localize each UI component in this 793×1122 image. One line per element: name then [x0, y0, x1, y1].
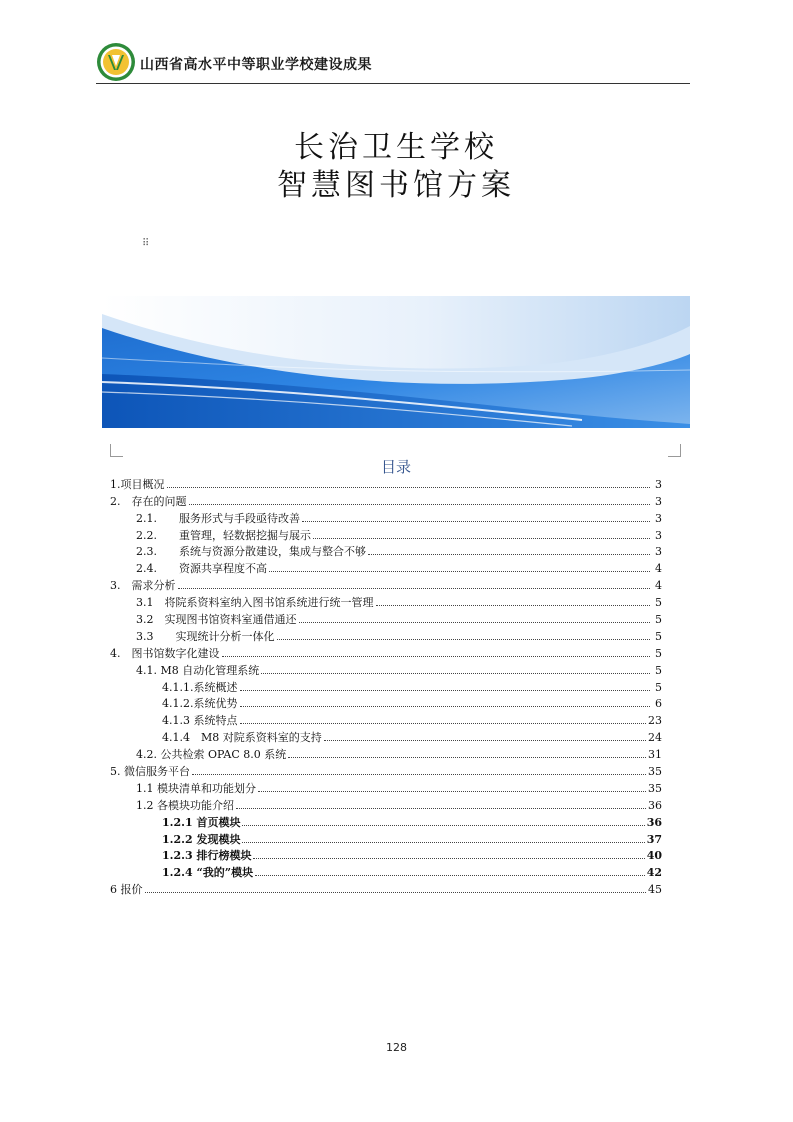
toc-entry[interactable]	[110, 829, 662, 846]
toc-entry-label: 2. 存在的问题	[110, 494, 187, 508]
toc-entry-page: 31	[648, 748, 662, 762]
toc-entry-page: 24	[648, 731, 662, 745]
toc-leader-dots	[368, 554, 650, 555]
toc-entry-label: 4.1.3 系统特点	[162, 714, 238, 728]
toc-leader-dots	[242, 842, 644, 843]
cover-title-line1: 长治卫生学校	[294, 130, 498, 165]
toc-heading: 目录	[380, 458, 411, 476]
toc-entry-page: 6	[655, 697, 662, 711]
toc-entry-label: 4.2. 公共检索 OPAC 8.0 系统	[136, 748, 287, 762]
toc-leader-dots	[240, 690, 651, 691]
toc-entry[interactable]	[110, 542, 662, 559]
page-header	[96, 42, 690, 84]
toc-entry-page: 5	[655, 646, 662, 660]
school-logo-icon	[96, 42, 136, 82]
toc-entry[interactable]	[110, 474, 662, 491]
toc-entry[interactable]	[110, 508, 662, 525]
toc-entry-label: 2.1. 服务形式与手段亟待改善	[136, 511, 300, 525]
toc-entry-page: 3	[655, 545, 662, 559]
toc-leader-dots	[242, 825, 644, 826]
toc-entry-label: 3.3 实现统计分析一体化	[136, 629, 275, 643]
toc-entry[interactable]	[110, 879, 662, 896]
toc-entry[interactable]	[110, 744, 662, 761]
toc-leader-dots	[240, 706, 651, 707]
toc-entry[interactable]	[110, 677, 662, 694]
toc-entry[interactable]	[110, 862, 662, 879]
toc-entry[interactable]	[110, 710, 662, 727]
toc-entry-page: 3	[655, 477, 662, 491]
toc-entry-label: 1.2.1 首页模块	[162, 815, 241, 829]
toc-entry[interactable]	[110, 812, 662, 829]
toc-entry-label: 4.1. M8 自动化管理系统	[136, 663, 260, 677]
toc-entry[interactable]	[110, 609, 662, 626]
toc-leader-dots	[253, 858, 644, 859]
toc-entry-label: 3.1 将院系资料室纳入图书馆系统进行统一管理	[136, 596, 374, 610]
toc-leader-dots	[269, 571, 650, 572]
toc-entry[interactable]	[110, 592, 662, 609]
toc-entry[interactable]	[110, 525, 662, 542]
toc-entry-page: 45	[648, 883, 662, 897]
toc-entry[interactable]	[110, 727, 662, 744]
toc-entry-page: 5	[655, 663, 662, 677]
toc-leader-dots	[288, 757, 646, 758]
toc-leader-dots	[240, 723, 647, 724]
toc-entry-page: 5	[655, 680, 662, 694]
toc-leader-dots	[189, 504, 651, 505]
toc-entry-page: 42	[646, 866, 662, 880]
toc-entry-label: 1.2 各模块功能介绍	[136, 798, 234, 812]
header-title: 山西省高水平中等职业学校建设成果	[140, 57, 372, 73]
toc-leader-dots	[277, 639, 651, 640]
toc-entry[interactable]	[110, 846, 662, 863]
toc-entry-page: 5	[655, 596, 662, 610]
toc-entry-page: 4	[655, 562, 662, 576]
toc-entry-label: 4.1.2.系统优势	[162, 697, 238, 711]
toc-entry-page: 3	[655, 528, 662, 542]
toc-leader-dots	[313, 538, 650, 539]
toc-entry-page: 5	[655, 613, 662, 627]
toc-entry[interactable]	[110, 795, 662, 812]
header-rule	[96, 83, 690, 84]
toc-leader-dots	[178, 588, 651, 589]
toc-leader-dots	[167, 487, 651, 488]
toc-entry[interactable]	[110, 626, 662, 643]
drag-handle-icon[interactable]: ⠿	[142, 238, 150, 249]
toc-entry-page: 36	[646, 815, 662, 829]
toc-entry[interactable]	[110, 694, 662, 711]
toc-entry-page: 36	[648, 798, 662, 812]
toc-entry-label: 3. 需求分析	[110, 579, 176, 593]
toc-entry-page: 40	[646, 849, 662, 863]
toc-entry-page: 23	[648, 714, 662, 728]
toc-entry-page: 5	[655, 629, 662, 643]
toc-entry-page: 3	[655, 494, 662, 508]
toc-entry-page: 35	[648, 765, 662, 779]
toc-entry[interactable]	[110, 778, 662, 795]
toc-leader-dots	[324, 740, 646, 741]
toc-leader-dots	[255, 875, 645, 876]
toc-entry[interactable]	[110, 643, 662, 660]
toc-entry-label: 1.2.3 排行榜模块	[162, 849, 252, 863]
toc-entry[interactable]	[110, 660, 662, 677]
page-number: 128	[386, 1041, 407, 1054]
toc-entry[interactable]	[110, 761, 662, 778]
toc-entry-label: 1.项目概况	[110, 477, 165, 491]
toc-entry-page: 4	[655, 579, 662, 593]
toc-entry-label: 2.2. 重管理，轻数据挖掘与展示	[136, 528, 311, 542]
toc-leader-dots	[145, 892, 647, 893]
toc-entry-label: 2.4. 资源共享程度不高	[136, 562, 267, 576]
toc-entry[interactable]	[110, 558, 662, 575]
toc-entry-page: 37	[646, 832, 662, 846]
toc-entry-label: 1.2.4 “我的”模块	[162, 866, 254, 880]
toc-entry-label: 5. 微信服务平台	[110, 765, 190, 779]
toc-entry[interactable]	[110, 491, 662, 508]
toc-entry[interactable]	[110, 575, 662, 592]
toc-leader-dots	[236, 808, 646, 809]
toc-entry-page: 35	[648, 781, 662, 795]
toc-entry-label: 4.1.4 M8 对院系资料室的支持	[162, 731, 322, 745]
cover-banner	[102, 296, 690, 428]
cover-title-line2: 智慧图书馆方案	[277, 168, 515, 203]
toc-entry-label: 6 报价	[110, 883, 143, 897]
toc-leader-dots	[258, 791, 646, 792]
toc-leader-dots	[302, 521, 650, 522]
toc-entry-label: 4. 图书馆数字化建设	[110, 646, 220, 660]
toc-entry-label: 1.1 模块清单和功能划分	[136, 781, 256, 795]
toc-leader-dots	[261, 673, 650, 674]
toc-leader-dots	[376, 605, 651, 606]
toc-leader-dots	[299, 622, 651, 623]
toc-entry-label: 2.3. 系统与资源分散建设，集成与整合不够	[136, 545, 366, 559]
table-of-contents	[110, 474, 662, 896]
toc-entry-label: 1.2.2 发现模块	[162, 832, 241, 846]
toc-leader-dots	[192, 774, 646, 775]
toc-entry-label: 3.2 实现图书馆资料室通借通还	[136, 613, 297, 627]
toc-entry-page: 3	[655, 511, 662, 525]
toc-entry-label: 4.1.1.系统概述	[162, 680, 238, 694]
toc-leader-dots	[222, 656, 651, 657]
